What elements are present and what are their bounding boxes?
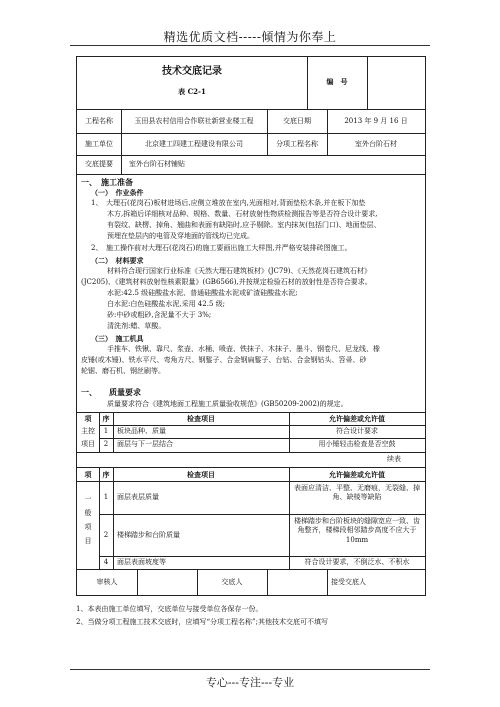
materials-line-1: 材料符合现行国家行业标准《天然大理石建筑板材》(JC79)、《天然花岗石建筑石材》 [107, 267, 372, 275]
general-row-2-allow: 楼梯踏步和台阶板块的缝隙宽应一致、齿角整齐，楼梯段相邻踏步高度不应大于 10mm [294, 517, 420, 544]
general-row-2-seq: 2 [103, 531, 109, 539]
main-row-2-allow: 用小锤轻击检查是否空鼓 [318, 440, 396, 448]
general-row-1-allow: 表面应清洁、平整、无磨痕，无裂缝、掉角、缺棱等缺陷 [294, 484, 420, 502]
receiver-label: 接受交底人 [331, 578, 366, 586]
project-label: 工程名称 [85, 117, 113, 125]
col-check-header: 检查项目 [187, 414, 215, 423]
main-control-label: 主控 [81, 427, 95, 435]
conditions-line-2: 木方,拆箱后详细核对品种、规格、数量、石材放射性物质检测报告等是否符合设计要求, [107, 210, 378, 218]
page-header: 精选优质文档-----倾情为你奉上 [163, 30, 337, 44]
conditions-item-2: 2、 施工操作前对大理石(花岗石)的施工要画出施工大样图,并严格安装排砖图施工。 [91, 244, 352, 252]
presenter-label: 交底人 [221, 578, 243, 586]
section-prep-heading: 一、 施工准备 [81, 177, 133, 187]
date-label: 交底日期 [283, 117, 311, 125]
summary-value: 室外台阶石材铺贴 [129, 160, 185, 168]
record-form [76, 56, 426, 596]
general-label-4: 目 [84, 537, 92, 545]
form-title: 技术交底记录 [162, 66, 222, 77]
tools-line-2: 皮锤(或木锤)、铁水平尺、弯角方尺、钢錾子、合金钢扁錾子、台钻、合金钢钻头、笤帚、砂 [81, 356, 367, 364]
main-row-2-seq: 2 [103, 440, 109, 448]
subproject-label: 分项工程名称 [276, 140, 318, 148]
general-label-3: 项 [84, 523, 92, 531]
table-number: 表 C2-1 [178, 87, 206, 96]
unit-value: 北京建工四建工程建设有限公司 [145, 140, 243, 148]
col-check-header-2: 检查项目 [187, 470, 215, 479]
col-allow-header-2: 允许偏差或允许值 [329, 470, 385, 479]
page-footer: 专心---专注---专业 [205, 676, 295, 689]
tools-line-1: 手推车、铁锹、靠尺、浆壶、水桶、喷壶、铁抹子、木抹子、墨斗、钢卷尺、尼龙线、橡 [107, 345, 380, 353]
col-item-header-2: 项 [84, 470, 92, 479]
footer-rule [70, 669, 430, 670]
main-row-1-seq: 1 [103, 427, 109, 435]
general-row-1-seq: 1 [103, 493, 109, 501]
code-label: 编 号 [326, 77, 348, 86]
general-row-3-allow: 符合设计要求，不倒泛水、不积水 [304, 558, 410, 566]
materials-line-6: 清洗剂:蜡、草酸。 [107, 322, 166, 330]
summary-label: 交底提要 [85, 160, 113, 168]
general-row-2-check: 楼梯踏步和台阶质量 [117, 531, 180, 539]
general-label-2: 般 [84, 509, 92, 517]
unit-label: 施工单位 [85, 140, 113, 148]
section-quality-heading: 一、 质量要求 [81, 387, 141, 397]
main-row-1-check: 板块品种、质量 [117, 427, 166, 435]
note-2: 2、当做分项工程施工技术交底时，应填写“分项工程名称”;其他技术交底可不填写 [76, 618, 328, 626]
conditions-line-1: 1、 大理石(花岗石)板材进场后,应侧立堆放在室内,光面相对,背面垫松木条,并在板下加垫 [91, 199, 366, 207]
conditions-line-3: 有裂纹、缺楞、掉角、翘曲和表面有缺陷时,应予剔除。室内抹灰(包括门口)、地面垫层、 [107, 221, 381, 229]
work-conditions-heading: （一） 作业条件 [91, 188, 144, 197]
continued-label: 续表 [387, 455, 401, 463]
reviewer-label: 审核人 [96, 578, 118, 586]
main-control-label-2: 项目 [81, 440, 95, 448]
materials-line-3: 水泥:42.5 级硅酸盐水泥、普通硅酸盐水泥或矿渣硅酸盐水泥; [107, 289, 298, 297]
project-value: 玉田县农村信用合作联社新营业楼工程 [134, 117, 254, 125]
materials-line-2: (JC205)、《建筑材料放射性核素限量》(GB6566),并按规定检验石材的放射性是否符合要求。 [81, 278, 372, 286]
quality-intro: 质量要求符合《建筑地面工程施工质量验收规范》(GB50209-2002)的规定。 [107, 400, 348, 408]
main-row-1-allow: 符合设计要求 [336, 427, 378, 435]
tools-line-3: 轮锯、磨石机、钢丝刷等。 [81, 367, 165, 375]
subproject-value: 室外台阶石材 [355, 140, 397, 148]
header-rule [70, 45, 430, 46]
general-row-1-check: 面层表层质量 [117, 493, 159, 501]
main-row-2-check: 面层与下一层结合 [117, 440, 173, 448]
tools-heading: （三） 施工机具 [91, 334, 144, 343]
general-row-3-seq: 4 [103, 558, 109, 566]
col-seq-header: 序 [102, 414, 110, 423]
col-item-header: 项 [84, 414, 92, 423]
col-seq-header-2: 序 [102, 470, 110, 479]
general-label-1: 一 [84, 495, 92, 503]
conditions-line-4: 预埋在垫层内的电管及穿地面的管线均已完成。 [107, 232, 254, 240]
materials-heading: （二） 材料要求 [91, 256, 144, 265]
col-allow-header: 允许偏差或允许值 [329, 414, 385, 423]
materials-line-4: 白水泥:白色硅酸盐水泥,采用 42.5 级; [107, 300, 225, 308]
general-row-3-check: 面层表面坡度等 [117, 558, 166, 566]
note-1: 1、本表由施工单位填写，交底单位与接受单位各保存一份。 [76, 605, 263, 613]
date-value: 2013 年 9 月 16 日 [344, 117, 408, 125]
materials-line-5: 砂:中砂或粗砂,含泥量不大于 3%; [107, 311, 212, 319]
